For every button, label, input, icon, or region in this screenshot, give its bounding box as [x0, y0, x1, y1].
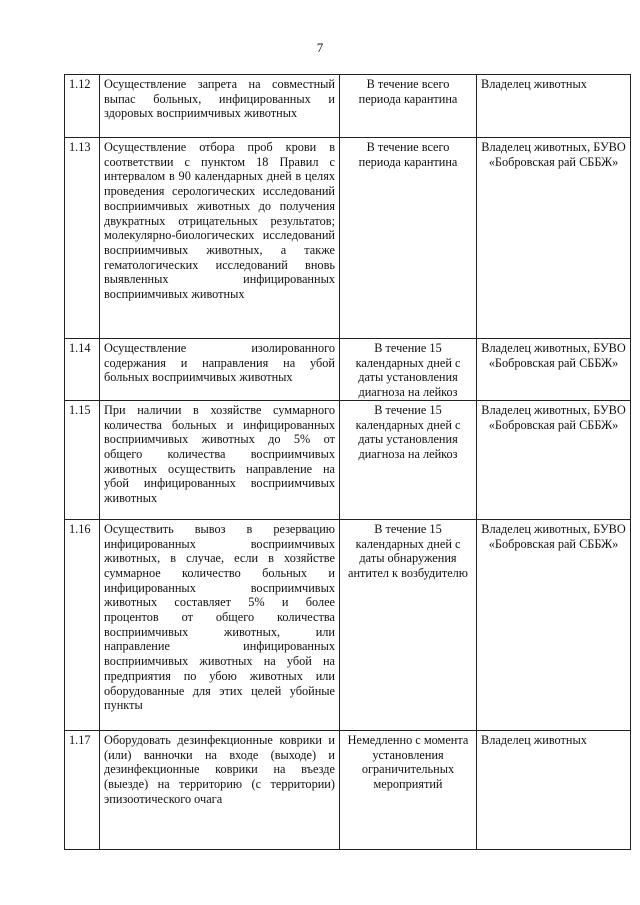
row-number: 1.13 [65, 138, 100, 339]
row-action: Осуществление запрета на совместный выпас больных, инфицированных и здоровых восприимчивых животных [100, 75, 340, 138]
row-timing: Немедленно с момента установления ограничительных мероприятий [340, 730, 477, 849]
row-timing: В течение 15 календарных дней с даты обнаружения антител к возбудителю [340, 519, 477, 730]
row-action: Осуществление отбора проб крови в соответствии с пунктом 18 Правил с интервалом в 90 календарных дней в целях проведения серологических исследований восприимчивых животных до получения двукратных отрицательных результатов; молекулярно-биологических исследований восприимчивых животных, а также гематологических исследований вновь выявленных инфицированных восприимчивых животных [100, 138, 340, 339]
row-responsible: Владелец животных, БУВО «Бобровская рай СББЖ» [477, 519, 631, 730]
row-timing: В течение всего периода карантина [340, 75, 477, 138]
row-number: 1.12 [65, 75, 100, 138]
table-row [65, 339, 631, 401]
table-row [65, 519, 631, 730]
table-row [65, 75, 631, 138]
row-number: 1.16 [65, 519, 100, 730]
page-number: 7 [316, 40, 324, 55]
row-timing: В течение всего периода карантина [340, 138, 477, 339]
row-number: 1.14 [65, 339, 100, 401]
row-timing: В течение 15 календарных дней с даты установления диагноза на лейкоз [340, 400, 477, 519]
row-responsible: Владелец животных [477, 730, 631, 849]
table-row [65, 400, 631, 519]
row-timing: В течение 15 календарных дней с даты установления диагноза на лейкоз [340, 339, 477, 401]
row-responsible: Владелец животных, БУВО «Бобровская рай СББЖ» [477, 138, 631, 339]
row-action: Осуществление изолированного содержания и направления на убой больных восприимчивых животных [100, 339, 340, 401]
row-responsible: Владелец животных [477, 75, 631, 138]
row-number: 1.15 [65, 400, 100, 519]
row-action: При наличии в хозяйстве суммарного количества больных и инфицированных восприимчивых животных до 5% от общего количества восприимчивых животных осуществить направление на убой инфицированных восприимчивых животных [100, 400, 340, 519]
row-action: Оборудовать дезинфекционные коврики и (или) ванночки на входе (выходе) и дезинфекционные коврики на въезде (выезде) на территорию (с территории) эпизоотического очага [100, 730, 340, 849]
table-row [65, 138, 631, 339]
row-responsible: Владелец животных, БУВО «Бобровская рай СББЖ» [477, 339, 631, 401]
measures-table [64, 74, 631, 850]
table-row [65, 730, 631, 849]
row-number: 1.17 [65, 730, 100, 849]
row-responsible: Владелец животных, БУВО «Бобровская рай СББЖ» [477, 400, 631, 519]
row-action: Осуществить вывоз в резервацию инфицированных восприимчивых животных, в случае, если в хозяйстве суммарное количество больных и инфицированных восприимчивых животных составляет 5% и более процентов от общего количества восприимчивых животных, или направление инфицированных восприимчивых животных на убой на предприятия по убою животных или оборудованные для этих целей убойные пункты [100, 519, 340, 730]
